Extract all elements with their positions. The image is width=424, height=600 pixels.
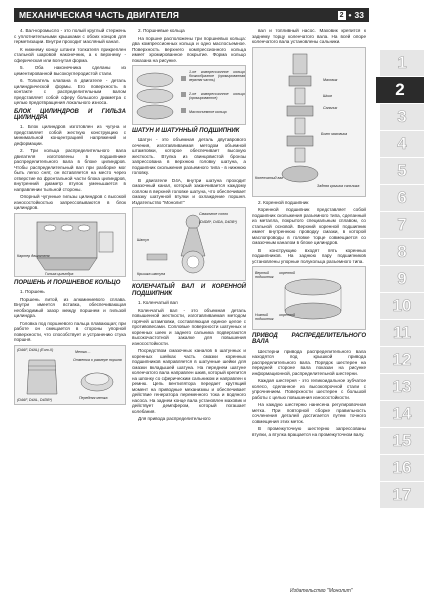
paragraph: 2. Три кольца распределительного вала двигателя изготовлены в подшипнике распределительного вала в блоке цилиндров. Чтобы распределительный вал при разборке мог быть легко снят, он вставляется на место через отверстие во фронтальной части блока цилиндров, внутренний диаметр втулок уменьшается в направлении тыльной стороны. [14,148,126,192]
figure-label: Шатун [137,238,149,243]
figure-cylinder-block [14,213,126,277]
chapter-tab[interactable]: 9 [380,266,424,293]
chapter-tab-active[interactable]: 2 [376,77,424,104]
section-heading: ПРИВОД РАСПРЕДЕЛИТЕЛЬНОГО ВАЛА [252,333,366,346]
paragraph: 6. Толкатель клапана в двигателе - деталь цилиндрической формы. Его поверхность в контакте с распределительным валом представляет собой сферу большого диаметра с целью предотвращения локального износа. [14,78,126,105]
figure-label: Метка ... [75,349,91,354]
section-heading: КОЛЕНЧАТЫЙ ВАЛ И КОРЕННОЙ ПОДШИПНИК [132,284,246,297]
section-heading: БЛОК ЦИЛИНДРОВ И ГИЛЬЗА ЦИЛИНДРА [14,108,126,121]
figure-label: Коленчатый вал [255,175,284,180]
chapter-tab[interactable]: 14 [380,401,424,428]
column-2 [132,28,246,424]
paragraph: 4. Вал-коромысло - это полый круглый стержень с уплотнительными крышками с обоих концов для герметизации. Внутри проходит масляный канал. [14,28,126,44]
figure-label: Крышка шатуна [137,272,166,277]
figure-label: 1-ое компрессионное кольцо бочкообразное (хромированная верхняя часть) [189,70,245,82]
paragraph: Коренной подшипник представляет собой подшипник скольжения разъемного типа, сделанный из металла, покрытого специальным сплавом, со стальной основой. Верхний коренной подшипник имеет внутреннюю проводку смазки, в которой маслопроводы в головке торце совмещается со смазочным каналом в блоке цилиндров. [252,207,366,245]
figure-label: (D4AF, D4AL, D4DB*) [17,397,53,402]
chapter-tab[interactable]: 1 [380,50,424,77]
figure-piston [14,345,126,405]
figure-connecting-rod [132,207,246,281]
chapter-tab[interactable]: 12 [380,347,424,374]
chapter-tab[interactable]: 7 [380,212,424,239]
paragraph: Шестерни привода распределительного вала находятся под крышкой привода распределительного вала. Порядок шестерен на передней стороне вала показан на рисунке информационной, распределительной шестерни. [252,348,366,376]
paragraph: Для привода распределительного [138,416,211,422]
section-title: МЕХАНИЧЕСКАЯ ЧАСТЬ ДВИГАТЕЛЯ [19,10,179,20]
figure-label: Маслосъемное кольцо [189,110,227,114]
figure-label: Картер двигателя [17,253,50,258]
bullet-icon: • [348,10,352,20]
figure-label: Передняя метка [79,395,108,400]
paragraph: На поршне расположены три поршневых кольца: два компрессионных кольца и одно маслосъемное. Поверхность верхнего компрессионного кольца имеет хромированное покрытие. Форма кольцо показана на рисунке. [132,35,246,63]
engine-block-illustration [15,214,126,277]
paragraph: 2. Поршневые кольца [138,28,185,33]
chapter-tab[interactable]: 10 [380,293,424,320]
paragraph: Каждая шестерня - это геликоидальное зубчатое колесо, сделанное из высокопрочной стали с упрочнением. Поверхности шестерен с большой работы с целью повышения износостойкости. [252,378,366,400]
paragraph: Опорный чугунные гильзы цилиндров с высокой износостойкостью запрессовываются в блок цилиндров. [14,194,126,211]
paragraph: Поршень литой, из алюминиевого сплава. Внутри имеется вставка, обеспечивающая необходимый зазор между поршнем и гильзой цилиндра. [14,296,126,319]
figure-label: (D4DB*, D4DA, D4DB*) [199,220,237,225]
figure-label: Задняя крышка сальника [317,183,360,188]
chapter-tab[interactable]: 8 [380,239,424,266]
crankshaft-illustration [253,48,366,197]
paragraph: На каждую шестерню нанесена регулировочная метка. При повторной сборке правильность сочленения деталей достигается путем точного совмещения этих меток. [252,402,366,424]
paragraph: 1. Блок цилиндров изготовлен из чугуна и представляет собой жесткую конструкцию с минимальной концентрацией напряжений и деформации. [14,124,126,146]
figure-label: Нижний коренной подшипник [255,313,295,321]
paragraph: Шатун - это объемная деталь двутаврового сечения, изготавливаемая методом объемной штамповки, которое обеспечивает высокую жесткость. Втулка из свинцовистой бронзы запрессована в верхнюю головку шатуна, а подшипник скольжения разъемного типа - в нижнюю головку. [132,137,246,176]
figure-piston-rings [132,65,246,125]
chapter-tab[interactable]: 4 [380,131,424,158]
page-header [14,8,369,22]
paragraph: Головка под поршневого пальца плавающая; при работе он смещается в стороны упорной поверхности, что способствует и устранению стука поршня. [14,320,126,343]
paragraph: В двигателе D4A, внутри шатуна проходит смазочный канал, который заканчивается каждому соплом в верхней головке шатуна, что обеспечивает смазку шатунной втулки и охлаждение поршня. Издательство "Монолит" [132,177,246,205]
chapter-tab[interactable]: 15 [380,428,424,455]
paragraph: Посредством смазочных каналов в шатунных и коренных шейках часть смазки коренных подшипников направляется в шатунные шейки для смазки вкладышей шатуна. На переднем шатуне коленчатого вала направлен шкив, который крепится на шпонку со сферическим сальником и направлен к ремню. Цепь вентилятора передает крутящий момент на приводные механизмы и обеспечивает действие генератора переменного тока и водяного насоса. На заднем конце вала установлен маховик и действует демпфером, который погашает колебания. [132,348,246,414]
chapter-tab[interactable]: 6 [380,185,424,212]
chapter-number: 2 [339,11,344,19]
paragraph: Коленчатый вал - это объемная деталь повышенной жесткости, изготавливаемая методом горячей штамповки, составляющая единое целое с противовесами. Сопловые поверхности шатунных и коренных шеек и заднего сальника подвергаются высокочастотной закалке для повышения износостойкости. [132,307,246,346]
figure-label: Гильза цилиндра [45,271,74,276]
figure-label: Маховик [323,77,338,82]
publisher-footer: Издательство "Монолит" [290,588,353,594]
paragraph: В промежуточную шестерню запрессованы втулки, а втулка вращается на промежуточном валу. [252,426,366,437]
section-heading: ШАТУН И ШАТУННЫЙ ПОДШИПНИК [132,128,240,134]
column-3 [252,28,366,439]
chapter-tabs [376,50,424,509]
figure-label: Отметка о размере поршня [73,357,122,362]
paragraph: К нижнему концу штанги толкателя прикреплен стальной шаровой наконечник, а к верхнему - сферическая или вогнутая форма. [14,46,126,63]
column-1 [14,28,126,408]
figure-label: Смазочное сопло [199,212,229,217]
paragraph: 1. Поршень [20,289,45,295]
chapter-tab[interactable]: 16 [380,455,424,482]
chapter-tab[interactable]: 5 [380,158,424,185]
connecting-rod-illustration [133,208,246,281]
paragraph: 1. Коленчатый вал [138,300,178,306]
figure-label: 2-ое компрессионное кольцо (хромированное) [189,92,245,100]
figure-label: Сальник [323,105,338,110]
figure-label: Верхний коренной подшипник [255,271,295,279]
paragraph: В конструкцию входят пять коренных подшипников. На заднюю пару подшипников установлены упорные полукольца разъемного типа. [252,247,366,264]
chapter-tab[interactable]: 17 [380,482,424,509]
chapter-tab[interactable]: 13 [380,374,424,401]
page-number-group [338,10,364,20]
figure-crankshaft [252,47,366,197]
paragraph: вал и топливный насос. Маховик крепится к заднему торцу коленчатого вала. На всей опоре коленчатого вала установлены сальники. [252,28,366,44]
chapter-tab[interactable]: 11 [380,320,424,347]
figure-label: Болт маховика [321,131,348,136]
page-number: 33 [354,10,364,20]
figure-label: Шкив [323,93,332,98]
paragraph: 2. Коренной подшипник [258,199,309,205]
figure-label: (D4AF, D4AL) (Euro-II) [17,347,54,352]
chapter-tab[interactable]: 3 [380,104,424,131]
section-heading: ПОРШЕНЬ И ПОРШНЕВОЕ КОЛЬЦО [14,279,121,286]
piston-illustration [15,346,126,405]
figure-main-bearing [252,266,366,330]
paragraph: 5. Оба наконечника сделаны из цементированной высокоуглеродистой стали. [14,65,126,76]
